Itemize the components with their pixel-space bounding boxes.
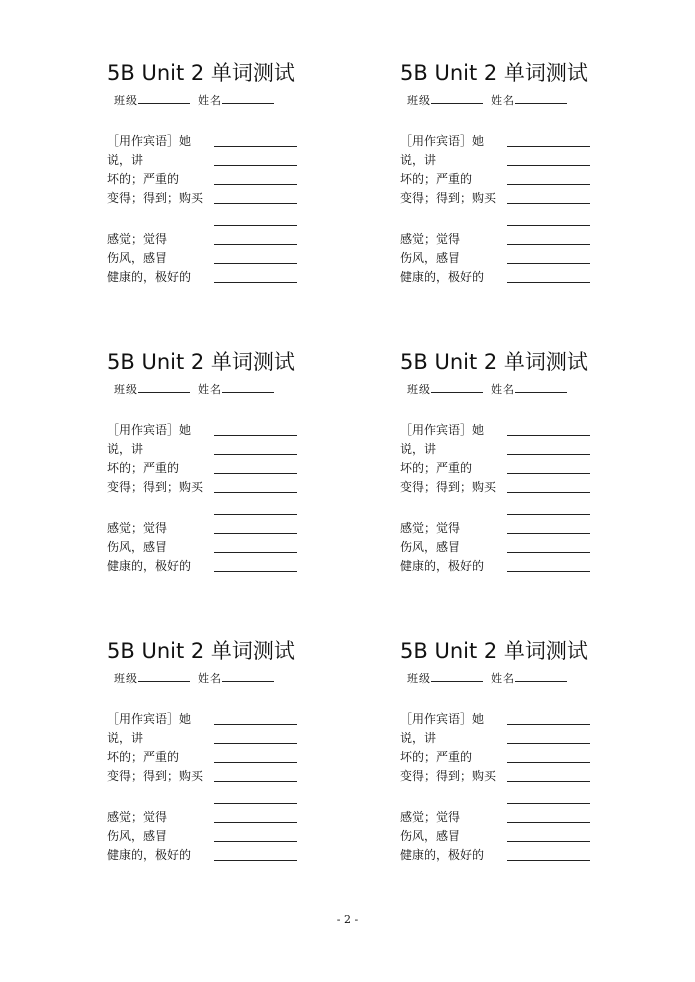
word-row — [107, 460, 303, 476]
word-prompt: 说，讲 — [107, 153, 144, 167]
class-label: 班级 — [407, 383, 431, 396]
word-prompt: ［用作宾语］她 — [107, 712, 192, 726]
word-prompt: 说，讲 — [400, 731, 437, 745]
class-name-row — [407, 381, 567, 397]
answer-blank[interactable] — [214, 841, 297, 842]
word-prompt: 健康的，极好的 — [107, 270, 192, 284]
word-row — [400, 749, 596, 765]
class-blank[interactable] — [431, 92, 483, 104]
word-row — [107, 809, 303, 825]
word-row — [107, 730, 303, 746]
word-row — [400, 171, 596, 187]
word-row — [400, 520, 596, 536]
word-prompt: 伤风，感冒 — [400, 540, 461, 554]
answer-blank[interactable] — [214, 860, 297, 861]
word-row — [107, 768, 303, 784]
answer-blank[interactable] — [507, 743, 590, 744]
answer-blank[interactable] — [214, 454, 297, 455]
word-row — [400, 190, 596, 206]
word-row — [107, 250, 303, 266]
class-label: 班级 — [114, 94, 138, 107]
word-prompt: 伤风，感冒 — [107, 251, 168, 265]
answer-blank[interactable] — [214, 533, 297, 534]
answer-blank[interactable] — [214, 263, 297, 264]
answer-blank[interactable] — [507, 146, 590, 147]
answer-blank[interactable] — [214, 743, 297, 744]
quiz-title: 5B Unit 2 单词测试 — [107, 61, 295, 85]
answer-blank[interactable] — [214, 282, 297, 283]
quiz-title: 5B Unit 2 单词测试 — [400, 639, 588, 663]
word-row — [400, 269, 596, 285]
name-blank[interactable] — [515, 92, 567, 104]
word-row — [400, 539, 596, 555]
quiz-card — [107, 638, 307, 862]
answer-blank[interactable] — [507, 533, 590, 534]
word-row — [400, 441, 596, 457]
word-prompt: ［用作宾语］她 — [107, 134, 192, 148]
answer-blank[interactable] — [507, 454, 590, 455]
name-label: 姓名 — [491, 383, 515, 396]
word-prompt: 说，讲 — [107, 731, 144, 745]
answer-blank[interactable] — [214, 762, 297, 763]
word-row — [400, 711, 596, 727]
word-prompt: 说，讲 — [107, 442, 144, 456]
word-prompt: 健康的，极好的 — [400, 848, 485, 862]
quiz-card — [400, 638, 600, 862]
word-row — [107, 749, 303, 765]
quiz-card — [400, 349, 600, 573]
word-prompt: 变得；得到；购买 — [400, 191, 497, 205]
word-prompt: 伤风，感冒 — [400, 829, 461, 843]
name-label: 姓名 — [491, 672, 515, 685]
answer-blank[interactable] — [214, 165, 297, 166]
word-row — [107, 212, 303, 228]
word-row — [107, 269, 303, 285]
word-row — [400, 828, 596, 844]
class-label: 班级 — [407, 94, 431, 107]
answer-blank[interactable] — [507, 841, 590, 842]
class-blank[interactable] — [431, 381, 483, 393]
word-row — [107, 190, 303, 206]
page-number: - 2 - — [336, 913, 359, 926]
word-row — [400, 501, 596, 517]
word-prompt: 坏的；严重的 — [107, 750, 180, 764]
word-prompt: 变得；得到；购买 — [107, 191, 204, 205]
answer-blank[interactable] — [507, 762, 590, 763]
answer-blank[interactable] — [214, 492, 297, 493]
word-row — [107, 558, 303, 574]
word-row — [400, 790, 596, 806]
word-prompt: 伤风，感冒 — [400, 251, 461, 265]
answer-blank[interactable] — [214, 552, 297, 553]
word-prompt: ［用作宾语］她 — [400, 134, 485, 148]
answer-blank[interactable] — [507, 184, 590, 185]
answer-blank[interactable] — [507, 244, 590, 245]
word-row — [107, 501, 303, 517]
word-prompt: 坏的；严重的 — [107, 461, 180, 475]
class-label: 班级 — [407, 672, 431, 685]
answer-blank[interactable] — [507, 724, 590, 725]
word-prompt: 伤风，感冒 — [107, 540, 168, 554]
word-row — [400, 479, 596, 495]
word-prompt: 坏的；严重的 — [107, 172, 180, 186]
word-row — [107, 520, 303, 536]
class-name-row — [114, 670, 274, 686]
word-prompt: 说，讲 — [400, 442, 437, 456]
answer-blank[interactable] — [214, 781, 297, 782]
word-row — [400, 809, 596, 825]
answer-blank[interactable] — [214, 225, 297, 226]
word-prompt: 坏的；严重的 — [400, 461, 473, 475]
word-row — [107, 171, 303, 187]
word-prompt: 感觉；觉得 — [107, 232, 168, 246]
class-blank[interactable] — [138, 92, 190, 104]
word-prompt: 感觉；觉得 — [107, 521, 168, 535]
answer-blank[interactable] — [507, 225, 590, 226]
word-prompt: 健康的，极好的 — [400, 559, 485, 573]
name-blank[interactable] — [222, 92, 274, 104]
word-row — [107, 790, 303, 806]
name-blank[interactable] — [515, 670, 567, 682]
answer-blank[interactable] — [507, 822, 590, 823]
word-prompt: 健康的，极好的 — [107, 848, 192, 862]
word-prompt: 变得；得到；购买 — [400, 480, 497, 494]
class-blank[interactable] — [431, 670, 483, 682]
word-prompt: 坏的；严重的 — [400, 750, 473, 764]
answer-blank[interactable] — [507, 473, 590, 474]
word-prompt: 坏的；严重的 — [400, 172, 473, 186]
word-row — [400, 152, 596, 168]
answer-blank[interactable] — [507, 282, 590, 283]
class-name-row — [114, 92, 274, 108]
word-row — [400, 250, 596, 266]
answer-blank[interactable] — [214, 514, 297, 515]
word-row — [107, 479, 303, 495]
answer-blank[interactable] — [214, 803, 297, 804]
word-row — [400, 730, 596, 746]
word-prompt: 变得；得到；购买 — [107, 769, 204, 783]
word-prompt: 感觉；觉得 — [107, 810, 168, 824]
word-prompt: ［用作宾语］她 — [107, 423, 192, 437]
answer-blank[interactable] — [214, 435, 297, 436]
word-row — [107, 133, 303, 149]
class-name-row — [407, 92, 567, 108]
word-prompt: 感觉；觉得 — [400, 521, 461, 535]
quiz-title: 5B Unit 2 单词测试 — [400, 350, 588, 374]
name-blank[interactable] — [222, 381, 274, 393]
word-row — [107, 152, 303, 168]
word-prompt: 变得；得到；购买 — [400, 769, 497, 783]
class-label: 班级 — [114, 383, 138, 396]
class-label: 班级 — [114, 672, 138, 685]
answer-blank[interactable] — [507, 492, 590, 493]
class-blank[interactable] — [138, 670, 190, 682]
word-prompt: 感觉；觉得 — [400, 232, 461, 246]
word-row — [400, 133, 596, 149]
answer-blank[interactable] — [507, 514, 590, 515]
word-prompt: 健康的，极好的 — [107, 559, 192, 573]
word-row — [400, 558, 596, 574]
answer-blank[interactable] — [507, 165, 590, 166]
word-row — [400, 460, 596, 476]
word-row — [107, 711, 303, 727]
answer-blank[interactable] — [507, 552, 590, 553]
word-row — [107, 847, 303, 863]
word-row — [400, 231, 596, 247]
class-blank[interactable] — [138, 381, 190, 393]
answer-blank[interactable] — [214, 146, 297, 147]
answer-blank[interactable] — [507, 263, 590, 264]
word-row — [107, 441, 303, 457]
name-blank[interactable] — [515, 381, 567, 393]
name-label: 姓名 — [198, 94, 222, 107]
name-label: 姓名 — [198, 672, 222, 685]
name-label: 姓名 — [491, 94, 515, 107]
quiz-title: 5B Unit 2 单词测试 — [107, 350, 295, 374]
quiz-title: 5B Unit 2 单词测试 — [107, 639, 295, 663]
class-name-row — [407, 670, 567, 686]
class-name-row — [114, 381, 274, 397]
answer-blank[interactable] — [214, 184, 297, 185]
quiz-card — [107, 60, 307, 284]
answer-blank[interactable] — [507, 803, 590, 804]
word-row — [400, 422, 596, 438]
word-prompt: 健康的，极好的 — [400, 270, 485, 284]
word-row — [400, 212, 596, 228]
name-blank[interactable] — [222, 670, 274, 682]
answer-blank[interactable] — [214, 473, 297, 474]
quiz-title: 5B Unit 2 单词测试 — [400, 61, 588, 85]
word-prompt: 感觉；觉得 — [400, 810, 461, 824]
word-row — [107, 422, 303, 438]
answer-blank[interactable] — [507, 781, 590, 782]
answer-blank[interactable] — [507, 860, 590, 861]
answer-blank[interactable] — [214, 724, 297, 725]
word-row — [400, 768, 596, 784]
word-row — [107, 231, 303, 247]
answer-blank[interactable] — [214, 244, 297, 245]
word-prompt: 说，讲 — [400, 153, 437, 167]
word-prompt: ［用作宾语］她 — [400, 712, 485, 726]
quiz-card — [107, 349, 307, 573]
name-label: 姓名 — [198, 383, 222, 396]
answer-blank[interactable] — [507, 571, 590, 572]
answer-blank[interactable] — [214, 822, 297, 823]
quiz-card — [400, 60, 600, 284]
word-row — [107, 539, 303, 555]
word-prompt: 伤风，感冒 — [107, 829, 168, 843]
word-prompt: ［用作宾语］她 — [400, 423, 485, 437]
answer-blank[interactable] — [507, 435, 590, 436]
word-row — [400, 847, 596, 863]
answer-blank[interactable] — [507, 203, 590, 204]
word-prompt: 变得；得到；购买 — [107, 480, 204, 494]
answer-blank[interactable] — [214, 203, 297, 204]
word-row — [107, 828, 303, 844]
answer-blank[interactable] — [214, 571, 297, 572]
